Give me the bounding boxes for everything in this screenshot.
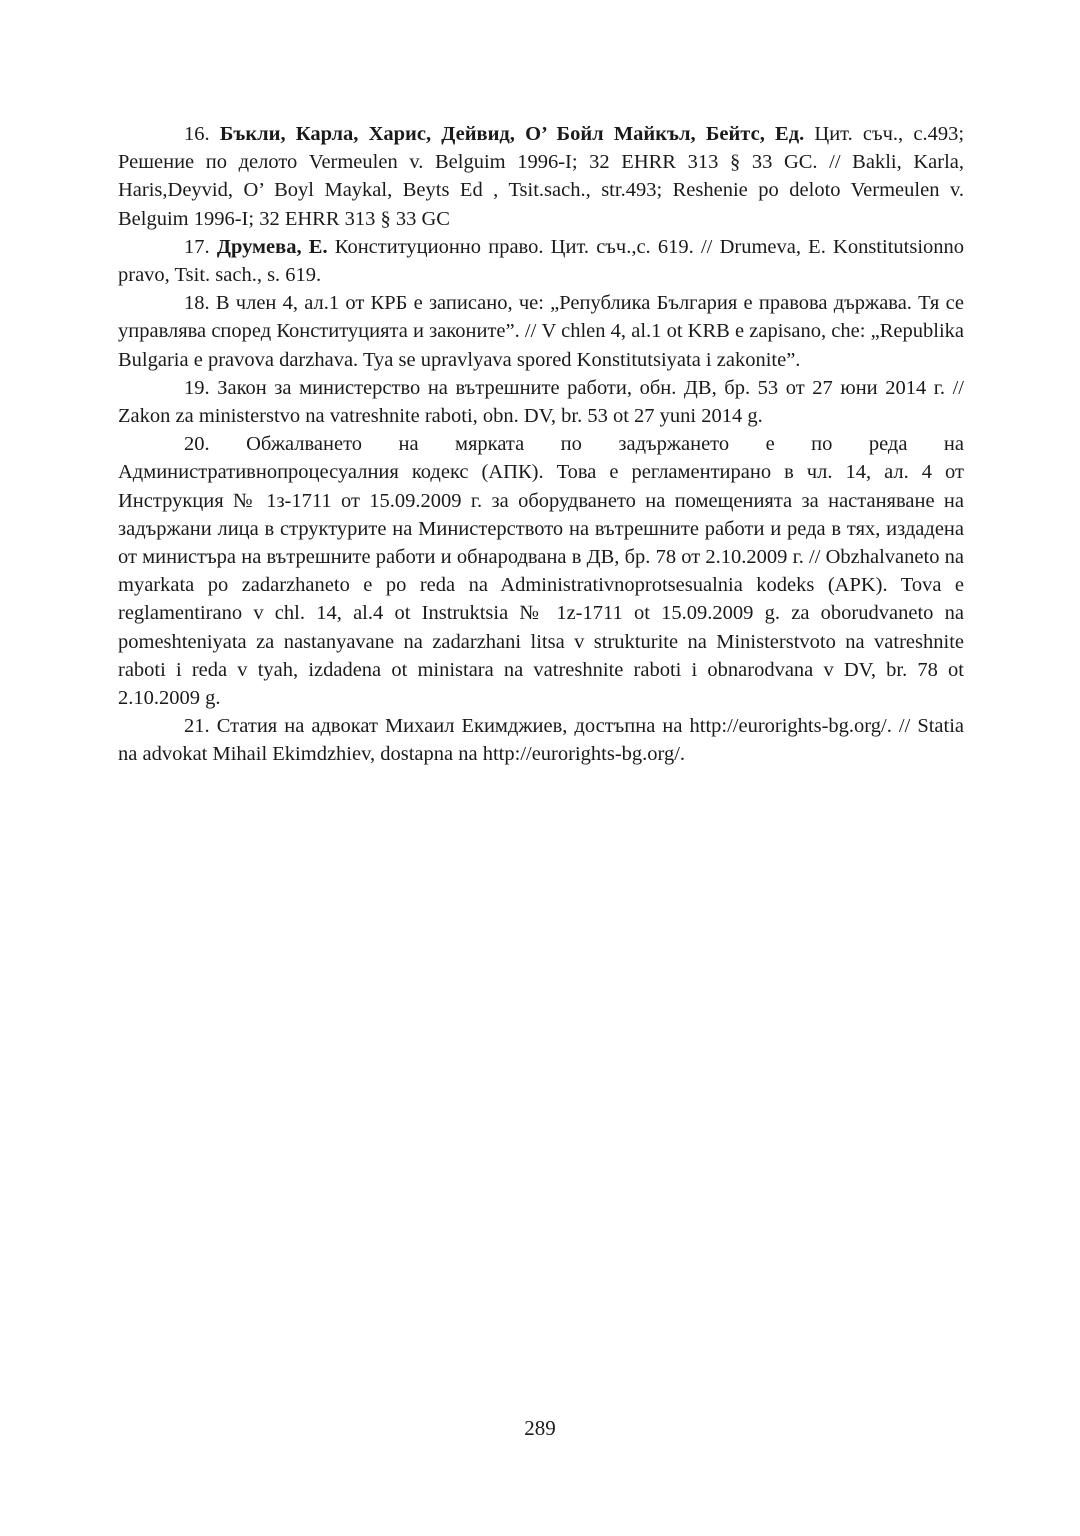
footnote-authors: Друмева, Е. [216,235,328,258]
footnote-authors: Бъкли, Карла, Харис, Дейвид, О’ Бойл Майкъл, Бейтс, Ед. [219,123,805,145]
footnote-number: 18. [184,292,210,315]
footnote-number: 20. [184,433,210,456]
footnote-16 [118,120,964,233]
footnote-number: 19. [184,376,210,399]
footnote-17 [118,233,964,289]
footnote-19 [118,374,964,430]
footnote-number: 16. [184,123,210,145]
page-number: 289 [524,1416,556,1440]
footnote-text: Конституционно право. Цит. съч.,с. 619. // Drumeva, E. Konstitutsionno pravo, Tsit. sach., s. 619. [118,235,965,287]
footnote-text: Закон за министерство на вътрешните работи, обн. ДВ, бр. 53 от 27 юни 2014 г. // Zakon za ministerstvo na vatreshnite raboti, obn. DV, br. 53 ot 27 yuni 2014 g. [118,376,965,428]
footnote-21 [118,712,964,768]
footnote-text: Обжалването на мярката по задържането е по реда на Административнопроцесуалния кодекс (АПК). Това е регламентирано в чл. 14, ал. 4 от Инструкция № 1з-1711 от 15.09.2009 г. за оборудването на помещенията за настаняване на задържани лица в структурите на Министерството на вътрешните работи и реда в тях, издадена от министъра на вътрешните работи и обнародвана в ДВ, бр. 78 от 2.10.2009 г. // Obzhalvaneto na myarkata po zadarzhaneto e po reda na Administrativnoprotsesualnia kodeks (APK). Tova e reglamentirano v chl. 14, al.4 ot Instruktsia № 1z-1711 ot 15.09.2009 g. za oborudvaneto na pomeshteniyata za nastanyavane na zadarzhani litsa v strukturite na Ministerstvoto na vatreshnite raboti i reda v tyah, izdadena ot ministara na vatreshnite raboti i obnarodvana v DV, br. 78 ot 2.10.2009 g. [118,433,964,710]
footnote-number: 17. [184,235,210,258]
footnote-text: В член 4, ал.1 от КРБ е записано, че: „Република България е правова държава. Тя се управлява според Конституцията и законите”. // V chlen 4, al.1 ot KRB e zapisano, che: „Republika Bulgaria e pravova darzhava. Tya se upravlyava spored Konstitutsiyata i zakonite”. [118,292,965,371]
footnote-20 [118,430,964,712]
footnote-18 [118,289,964,374]
footnote-text: Цит. съч., с.493; Решение по делото Vermeulen v. Belguim 1996-I; 32 EHRR 313 § 33 GC. // Bakli, Karla, Haris,Deyvid, O’ Boyl Maykal, Beyts Ed , Tsit.sach., str.493; Reshenie po deloto Vermeulen v. Belguim 1996-I; 32 EHRR 313 § 33 GC [118,123,965,230]
footnotes-block [118,120,964,769]
footnote-number: 21. [184,715,210,738]
footnote-text: Статия на адвокат Михаил Екимджиев, достъпна на http://eurorights-bg.org/. // Statia na advokat Mihail Ekimdzhiev, dostapna na http://eurorights-bg.org/. [118,715,965,766]
